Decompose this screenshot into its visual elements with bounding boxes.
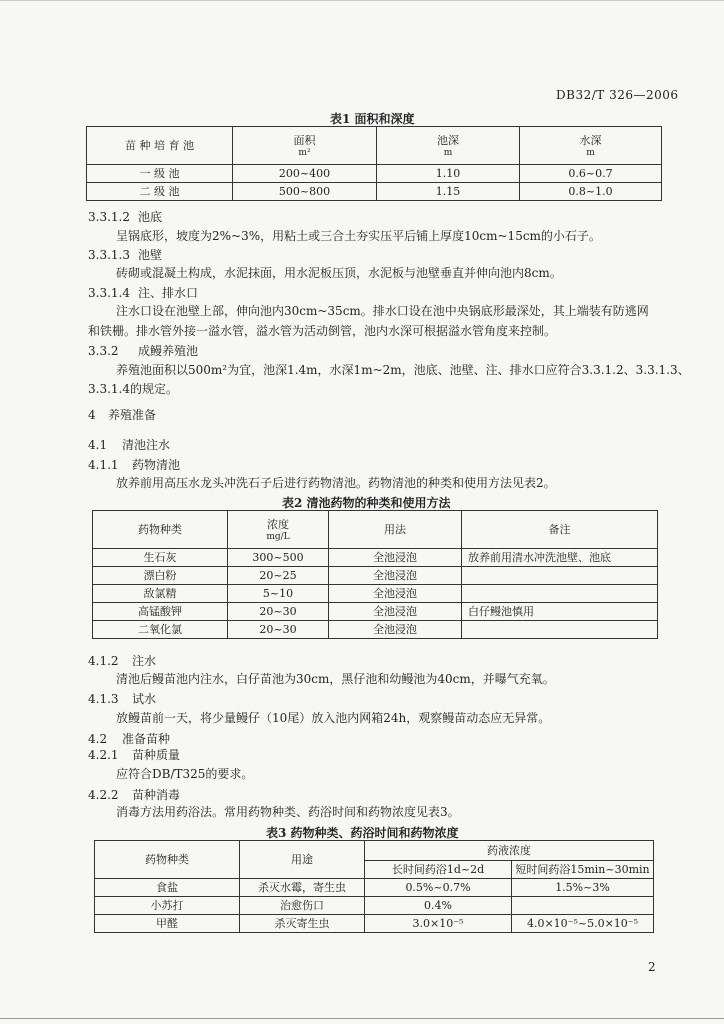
table3-header: 药物种类 bbox=[95, 841, 240, 879]
scan-artifact-bottom bbox=[0, 1018, 724, 1019]
paragraph: 和铁栅。排水管外接一溢水管，溢水管为活动倒管，池内水深可根据溢水管角度来控制。 bbox=[88, 324, 557, 338]
table-row bbox=[87, 183, 662, 201]
table-row bbox=[95, 897, 654, 915]
section-heading: 4.1.2 注水 bbox=[88, 654, 157, 668]
table-cell: 全池浸泡 bbox=[329, 549, 462, 567]
table2-header: 药物种类 bbox=[93, 511, 228, 549]
table-cell: 放养前用清水冲洗池壁、池底 bbox=[462, 549, 658, 567]
table-cell bbox=[462, 585, 658, 603]
table3-subheader: 长时间药浴1d~2d bbox=[365, 861, 512, 879]
table1-header: 水深 m bbox=[520, 127, 662, 165]
section-heading: 4.1 清池注水 bbox=[88, 438, 171, 452]
table-cell: 一 级 池 bbox=[87, 165, 233, 183]
scan-artifact-top bbox=[0, 0, 724, 1]
table-cell: 杀灭水霉，寄生虫 bbox=[240, 879, 365, 897]
table-cell: 甲醛 bbox=[95, 915, 240, 933]
page-number: 2 bbox=[648, 960, 656, 974]
section-heading: 4.1.3 试水 bbox=[88, 692, 157, 706]
chapter-heading: 4 养殖准备 bbox=[88, 408, 157, 422]
table-cell: 杀灭寄生虫 bbox=[240, 915, 365, 933]
table-cell: 0.6~0.7 bbox=[520, 165, 662, 183]
table-cell: 0.5%~0.7% bbox=[365, 879, 512, 897]
table-cell: 生石灰 bbox=[93, 549, 228, 567]
table-cell: 食盐 bbox=[95, 879, 240, 897]
table3 bbox=[94, 840, 654, 933]
table-cell: 治愈伤口 bbox=[240, 897, 365, 915]
table-cell: 3.0×10⁻⁵ bbox=[365, 915, 512, 933]
table-row bbox=[93, 621, 658, 639]
paragraph: 呈锅底形，坡度为2%~3%，用粘土或三合土夯实压平后铺上厚度10cm~15cm的小石子。 bbox=[116, 229, 601, 243]
paragraph: 3.3.1.4的规定。 bbox=[88, 382, 178, 396]
table-cell: 1.5%~3% bbox=[512, 879, 654, 897]
paragraph: 养殖池面积以500m²为宜，池深1.4m，水深1m~2m，池底、池壁、注、排水口应符合3.3.1.2、3.3.1.3、 bbox=[116, 363, 690, 377]
section-heading: 4.1.1 药物清池 bbox=[88, 458, 181, 472]
table1-header: 面积 m² bbox=[233, 127, 377, 165]
document-id: DB32/T 326—2006 bbox=[556, 88, 679, 102]
table-cell: 全池浸泡 bbox=[329, 603, 462, 621]
table-cell: 20~25 bbox=[228, 567, 329, 585]
table-cell: 全池浸泡 bbox=[329, 567, 462, 585]
paragraph: 清池后鳗苗池内注水，白仔苗池为30cm，黑仔池和幼鳗池为40cm，并曝气充氧。 bbox=[116, 672, 555, 686]
table-cell bbox=[512, 897, 654, 915]
table2-caption: 表2 清池药物的种类和使用方法 bbox=[282, 496, 451, 510]
table2-header: 浓度 mg/L bbox=[228, 511, 329, 549]
table-row bbox=[93, 567, 658, 585]
table-cell: 20~30 bbox=[228, 621, 329, 639]
table1 bbox=[86, 126, 662, 201]
table-cell: 1.10 bbox=[377, 165, 520, 183]
table1-header: 池深 m bbox=[377, 127, 520, 165]
table-cell bbox=[462, 567, 658, 585]
table-row bbox=[93, 549, 658, 567]
paragraph: 放鳗苗前一天，将少量鳗仔（10尾）放入池内网箱24h，观察鳗苗动态应无异常。 bbox=[116, 711, 551, 725]
paragraph: 消毒方法用药浴法。常用药物种类、药浴时间和药物浓度见表3。 bbox=[116, 805, 460, 819]
paragraph: 应符合DB/T325的要求。 bbox=[116, 767, 254, 781]
table-cell: 高锰酸钾 bbox=[93, 603, 228, 621]
table-cell: 白仔鳗池慎用 bbox=[462, 603, 658, 621]
table-cell: 500~800 bbox=[233, 183, 377, 201]
table-cell: 全池浸泡 bbox=[329, 621, 462, 639]
table-row bbox=[93, 585, 658, 603]
section-heading: 3.3.1.2 池底 bbox=[88, 210, 163, 224]
table2-header: 备注 bbox=[462, 511, 658, 549]
paragraph: 砖砌或混凝土构成，水泥抹面，用水泥板压顶，水泥板与池壁垂直并伸向池内8cm。 bbox=[116, 266, 562, 280]
table2 bbox=[92, 510, 658, 639]
table-cell: 全池浸泡 bbox=[329, 585, 462, 603]
table-cell: 0.8~1.0 bbox=[520, 183, 662, 201]
section-heading: 3.3.1.3 池壁 bbox=[88, 248, 163, 262]
table3-header: 用途 bbox=[240, 841, 365, 879]
table-row bbox=[93, 603, 658, 621]
paragraph: 放养前用高压水龙头冲洗石子后进行药物清池。药物清池的种类和使用方法见表2。 bbox=[116, 476, 556, 490]
table-row bbox=[95, 879, 654, 897]
table2-header: 用法 bbox=[329, 511, 462, 549]
table-cell: 二 级 池 bbox=[87, 183, 233, 201]
table-cell: 1.15 bbox=[377, 183, 520, 201]
table-cell: 20~30 bbox=[228, 603, 329, 621]
table-row bbox=[95, 915, 654, 933]
table-cell bbox=[462, 621, 658, 639]
section-heading: 4.2.2 苗种消毒 bbox=[88, 788, 181, 802]
table3-caption: 表3 药物种类、药浴时间和药物浓度 bbox=[266, 826, 459, 840]
table1-caption: 表1 面积和深度 bbox=[330, 112, 415, 126]
table-row bbox=[87, 165, 662, 183]
table3-subheader: 短时间药浴15min~30min bbox=[512, 861, 654, 879]
table-cell: 二氧化氯 bbox=[93, 621, 228, 639]
table-cell: 0.4% bbox=[365, 897, 512, 915]
table1-header: 苗 种 培 育 池 bbox=[87, 127, 233, 165]
paragraph: 注水口设在池壁上部，伸向池内30cm~35cm。排水口设在池中央锅底形最深处，其上端装有防逃网 bbox=[116, 304, 649, 318]
table-cell: 4.0×10⁻⁵~5.0×10⁻⁵ bbox=[512, 915, 654, 933]
table3-header: 药液浓度 bbox=[365, 841, 654, 861]
table-cell: 敌氯精 bbox=[93, 585, 228, 603]
table-cell: 300~500 bbox=[228, 549, 329, 567]
table-cell: 小苏打 bbox=[95, 897, 240, 915]
section-heading: 3.3.2 成鳗养殖池 bbox=[88, 344, 199, 358]
table-cell: 5~10 bbox=[228, 585, 329, 603]
section-heading: 3.3.1.4 注、排水口 bbox=[88, 286, 199, 300]
table-cell: 漂白粉 bbox=[93, 567, 228, 585]
section-heading: 4.2.1 苗种质量 bbox=[88, 748, 181, 762]
section-heading: 4.2 准备苗种 bbox=[88, 732, 171, 746]
table-cell: 200~400 bbox=[233, 165, 377, 183]
